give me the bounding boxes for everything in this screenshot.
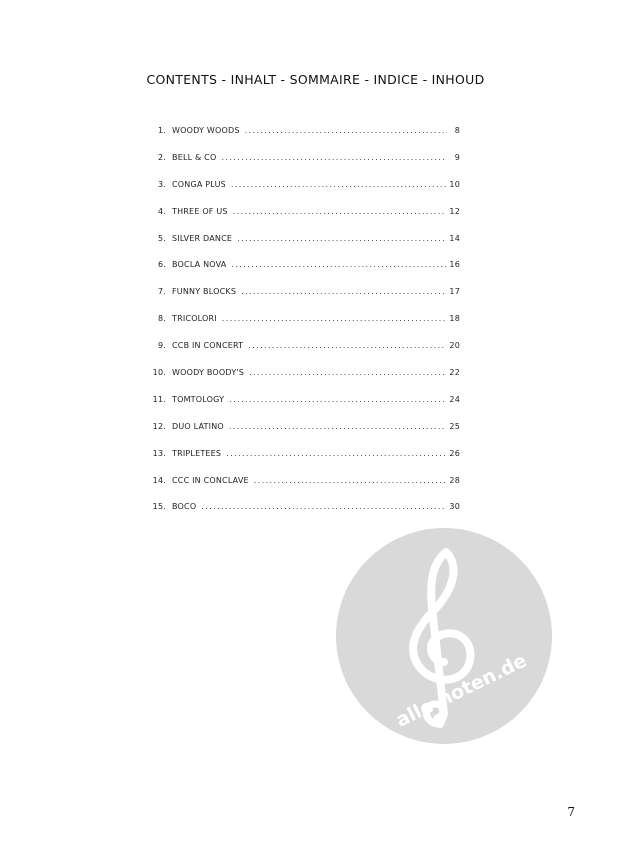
toc-entry-page: 9	[454, 152, 460, 162]
toc-entry-number: 7.	[157, 287, 166, 297]
toc-entry-number: 15.	[152, 502, 166, 512]
toc-entry-number: 14.	[152, 475, 166, 485]
toc-entry	[150, 126, 460, 153]
toc-entry-page: 12	[449, 206, 460, 216]
toc-entry	[150, 314, 460, 341]
toc-entry-title: BOCO	[172, 502, 197, 512]
toc-entry-title: SILVER DANCE	[172, 233, 233, 243]
toc-entry-number: 13.	[152, 448, 166, 458]
toc-entry-page: 8	[454, 126, 460, 135]
page-number: 7	[567, 805, 575, 819]
toc-entry-number: 6.	[157, 260, 166, 270]
toc-entry	[150, 449, 460, 476]
dot-leader	[221, 153, 447, 162]
toc-entry	[150, 180, 460, 207]
dot-leader	[249, 368, 446, 377]
toc-entry-title: WOODY BOODY'S	[172, 368, 245, 378]
toc-entry-page: 17	[449, 287, 460, 297]
toc-entry-title: FUNNY BLOCKS	[172, 287, 237, 297]
dot-leader	[245, 126, 447, 135]
dot-leader	[248, 341, 446, 350]
table-of-contents	[150, 126, 460, 529]
toc-entry-title: BELL & CO	[172, 152, 217, 162]
toc-entry-number: 9.	[157, 341, 166, 351]
toc-entry-number: 1.	[157, 126, 166, 135]
toc-entry-title: BOCLA NOVA	[172, 260, 227, 270]
dot-leader	[201, 502, 446, 511]
toc-entry-number: 8.	[157, 314, 166, 324]
toc-entry-title: DUO LATINO	[172, 421, 224, 431]
toc-entry-title: THREE OF US	[172, 206, 228, 216]
toc-entry-number: 10.	[152, 368, 166, 378]
toc-entry-page: 30	[449, 502, 460, 512]
toc-entry	[150, 422, 460, 449]
page-title: CONTENTS - INHALT - SOMMAIRE - INDICE - INHOUD	[146, 72, 485, 87]
toc-entry	[150, 502, 460, 529]
dot-leader	[254, 476, 447, 485]
dot-leader	[231, 180, 447, 189]
toc-entry	[150, 287, 460, 314]
toc-entry	[150, 395, 460, 422]
toc-entry-page: 25	[449, 421, 460, 431]
toc-entry	[150, 260, 460, 287]
toc-entry-page: 22	[449, 368, 460, 378]
toc-entry-page: 14	[449, 233, 460, 243]
toc-entry-title: TRIPLETEES	[172, 448, 222, 458]
dot-leader	[229, 422, 447, 431]
dot-leader	[241, 287, 446, 296]
toc-entry-title: CCB IN CONCERT	[172, 341, 244, 351]
toc-entry-number: 4.	[157, 206, 166, 216]
toc-entry-title: TRICOLORI	[172, 314, 217, 324]
dot-leader	[222, 314, 447, 323]
toc-entry-page: 26	[449, 448, 460, 458]
toc-entry-page: 16	[449, 260, 460, 270]
toc-entry-number: 12.	[152, 421, 166, 431]
toc-entry	[150, 153, 460, 180]
toc-entry-title: WOODY WOODS	[172, 126, 240, 135]
toc-entry-number: 2.	[157, 152, 166, 162]
toc-entry	[150, 341, 460, 368]
toc-entry-title: TOMTOLOGY	[172, 394, 225, 404]
toc-entry-page: 24	[449, 394, 460, 404]
toc-entry	[150, 476, 460, 503]
watermark-text: alle-noten.de	[392, 649, 531, 732]
toc-entry-number: 11.	[152, 394, 166, 404]
dot-leader	[233, 207, 447, 216]
toc-entry-page: 20	[449, 341, 460, 351]
toc-entry	[150, 368, 460, 395]
toc-entry-title: CCC IN CONCLAVE	[172, 475, 249, 485]
toc-entry-page: 28	[449, 475, 460, 485]
dot-leader	[226, 449, 446, 458]
watermark	[336, 528, 552, 744]
toc-entry	[150, 207, 460, 234]
toc-entry	[150, 234, 460, 261]
dot-leader	[237, 234, 446, 243]
toc-entry-number: 3.	[157, 179, 166, 189]
dot-leader	[231, 260, 446, 269]
toc-entry-page: 10	[449, 179, 460, 189]
toc-entry-number: 5.	[157, 233, 166, 243]
toc-entry-page: 18	[449, 314, 460, 324]
toc-entry-title: CONGA PLUS	[172, 179, 226, 189]
dot-leader	[229, 395, 446, 404]
